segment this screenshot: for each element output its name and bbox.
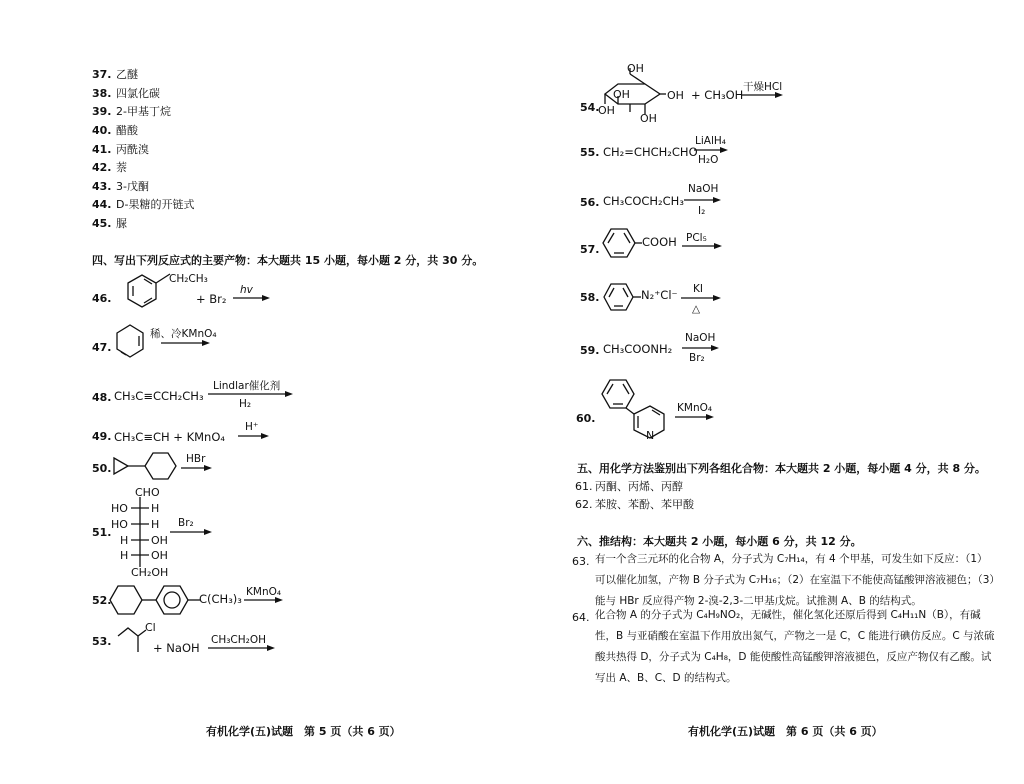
q48-reactant: CH₃C≡CCH₂CH₃: [114, 389, 204, 403]
q51-condition: Br₂: [178, 517, 194, 529]
q60-arrow: [0, 0, 1, 1]
item-num: 61.: [575, 480, 593, 493]
glucose-oh: OH: [613, 88, 630, 101]
q54-condition: 干燥HCl: [743, 81, 783, 93]
fischer-h: H: [151, 502, 160, 515]
item-text: 醋酸: [116, 124, 138, 137]
q46-substituent: CH₂CH₃: [169, 273, 208, 285]
q59-reactant: CH₃COONH₂: [603, 342, 673, 356]
q57-condition: PCl₅: [686, 232, 707, 244]
item-num: 40.: [92, 124, 112, 137]
item-text: 丙酮、丙烯、丙醇: [595, 480, 683, 493]
q57-num: 57.: [580, 243, 600, 256]
q52-num: 52.: [92, 594, 112, 607]
item-text: D-果糖的开链式: [116, 198, 195, 211]
q49-num: 49.: [92, 430, 112, 443]
item-text: 苯胺、苯酚、苯甲酸: [595, 498, 694, 511]
fischer-ho: HO: [111, 518, 128, 531]
item-num: 38.: [92, 87, 112, 100]
glucose-oh: OH: [640, 112, 657, 125]
item-text: 丙酰溴: [116, 143, 149, 156]
right-footer: 有机化学(五)试题 第 6 页（共 6 页）: [688, 725, 883, 738]
q60-condition: KMnO₄: [677, 402, 713, 414]
item-num: 37.: [92, 68, 112, 81]
item-text: 2-甲基丁烷: [116, 105, 171, 118]
q53-reagent: + NaOH: [153, 641, 200, 655]
q52-condition: KMnO₄: [246, 586, 282, 598]
q48-num: 48.: [92, 391, 112, 404]
section6-heading: 六、推结构：本大题共 2 小题，每小题 6 分，共 12 分。: [577, 535, 862, 548]
q53-num: 53.: [92, 635, 112, 648]
q50-condition: HBr: [186, 453, 206, 465]
q56-cond-top: NaOH: [688, 183, 719, 195]
q63-text: 有一个含三元环的化合物 A，分子式为 C₇H₁₄，有 4 个甲基，可发生如下反应：（1）可以催化加氢，产物 B 分子式为 C₇H₁₆；（2）在室温下不能使高锰酸钾溶液褪色；（3）能与 HBr 反应得产物 2-溴-2,3-二甲基戊烷。试推测 A、B 的结构式。: [595, 553, 995, 607]
q59-cond-bottom: Br₂: [689, 352, 705, 364]
item-num: 44.: [92, 198, 112, 211]
q47-num: 47.: [92, 341, 112, 354]
q56-num: 56.: [580, 196, 600, 209]
q56-cond-bottom: I₂: [698, 205, 706, 217]
q55-cond-top: LiAlH₄: [695, 135, 726, 147]
q51-num: 51.: [92, 526, 112, 539]
q55-cond-bottom: H₂O: [698, 154, 719, 166]
left-footer: 有机化学(五)试题 第 5 页（共 6 页）: [206, 725, 401, 738]
item-num: 45.: [92, 217, 112, 230]
fischer-oh: OH: [151, 534, 168, 547]
item-num: 42.: [92, 161, 112, 174]
q58-substituent: N₂⁺Cl⁻: [641, 288, 678, 302]
q58-cond-top: KI: [693, 283, 703, 295]
q57-substituent: COOH: [642, 235, 677, 249]
fischer-h: H: [120, 534, 129, 547]
q52-substituent: C(CH₃)₃: [199, 592, 242, 606]
q49-condition: H⁺: [245, 421, 259, 433]
q49-reactant: CH₃C≡CH + KMnO₄: [114, 430, 225, 444]
q48-cond-bottom: H₂: [239, 398, 252, 410]
item-text: 乙醚: [116, 68, 138, 81]
item-text: 脲: [116, 217, 127, 230]
glucose-oh: OH: [627, 62, 644, 75]
item-num: 62.: [575, 498, 593, 511]
q60-num: 60.: [576, 412, 596, 425]
q55-reactant: CH₂=CHCH₂CHO: [603, 145, 698, 159]
q64-num: 64.: [572, 611, 590, 624]
q55-num: 55.: [580, 146, 600, 159]
fischer-h: H: [120, 549, 129, 562]
q64-text: 化合物 A 的分子式为 C₄H₉NO₂，无碱性，催化氢化还原后得到 C₄H₁₁N（B），有碱性，B 与亚硝酸在室温下作用放出氮气，产物之一是 C，C 能进行碘仿反应。C 与浓硫酸共热得 D，分子式为 C₄H₈，D 能使酸性高锰酸钾溶液褪色，反应产物仅有乙酸。试写出 A、B、C、D 的结构式。: [595, 609, 995, 684]
q59-num: 59.: [580, 344, 600, 357]
q47-condition: 稀、冷KMnO₄: [150, 328, 217, 340]
q50-num: 50.: [92, 462, 112, 475]
q58-num: 58.: [580, 291, 600, 304]
fischer-h: H: [151, 518, 160, 531]
item-text: 萘: [116, 161, 127, 174]
q54-num: 54.: [580, 101, 600, 114]
q53-condition: CH₃CH₂OH: [211, 634, 267, 646]
q46-reagent: + Br₂: [196, 292, 227, 306]
q63-num: 63.: [572, 555, 590, 568]
fischer-ch2oh: CH₂OH: [131, 566, 169, 579]
q58-cond-bottom: △: [692, 303, 701, 315]
q48-cond-top: Lindlar催化剂: [213, 380, 281, 392]
q54-reagent: + CH₃OH: [691, 88, 744, 102]
pyridine-n: N: [646, 429, 655, 442]
fischer-ho: HO: [111, 502, 128, 515]
q59-cond-top: NaOH: [685, 332, 716, 344]
section5-heading: 五、用化学方法鉴别出下列各组化合物：本大题共 2 小题，每小题 4 分，共 8 分。: [577, 462, 986, 475]
item-num: 39.: [92, 105, 112, 118]
fischer-oh: OH: [151, 549, 168, 562]
q56-reactant: CH₃COCH₂CH₃: [603, 194, 684, 208]
glucose-oh: OH: [667, 89, 684, 102]
q46-num: 46.: [92, 292, 112, 305]
q53-cl: Cl: [145, 621, 156, 634]
q46-condition: hv: [240, 284, 253, 296]
item-num: 41.: [92, 143, 112, 156]
item-num: 43.: [92, 180, 112, 193]
glucose-oh: OH: [598, 104, 615, 117]
item-text: 3-戊酮: [116, 180, 149, 193]
fischer-cho: CHO: [135, 486, 160, 499]
item-text: 四氯化碳: [116, 87, 160, 100]
section4-heading: 四、写出下列反应式的主要产物：本大题共 15 小题，每小题 2 分，共 30 分。: [92, 254, 484, 267]
